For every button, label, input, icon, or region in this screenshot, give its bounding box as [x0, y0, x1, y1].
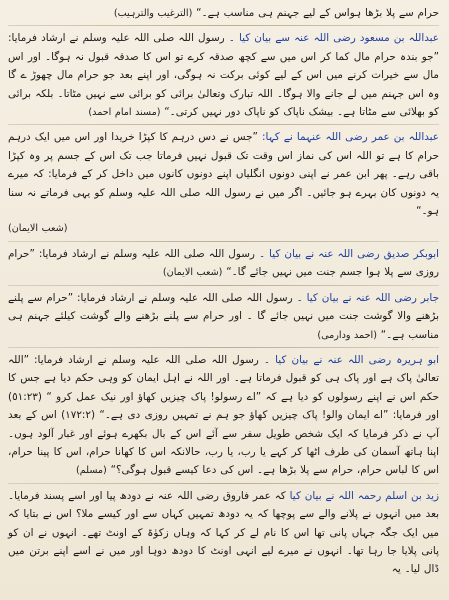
paragraph-3 [8, 128, 439, 238]
reference-label: (مسند امام احمد) [88, 107, 161, 119]
paragraph-7 [8, 487, 439, 579]
paragraph-4 [8, 245, 439, 283]
hadith-text: رسول اللہ صلی اللہ علیہ وسلم نے ارشاد فرمایا: ”اللہ تعالیٰ پاک ہے اور پاک ہی کو قبول فرماتا ہے۔ اور اللہ نے اہل ایمان کو وہی حکم دیا ہے جس کا حکم اس نے اپنے رسولوں کو دیا ہے کہ ”اے رسولو! پاک چیزیں کھاؤ اور نیک عمل کرو “ (٥١:٢٣) اور فرمایا: ”اے ایمان والو! پاک چیزیں کھاؤ جو ہم نے تمہیں روزی دی ہے۔“ (١٧٢:٢) اس کے بعد آپ نے ذکر فرمایا کہ ایک شخص طویل سفر سے آئے اس کے بال بکھرے ہوئے اور غبار آلود ہوں۔ اپنا ہاتھ آسمان کی طرف اٹھا کر کہے یا رب، یا رب، حالانکہ اس کا کھانا حرام، اس کا پینا حرام، اس کا لباس حرام، حرام سے پلا بڑھا ہے۔ اس کی دعا کیسے قبول ہوگی؟“ [8, 353, 439, 477]
reference-label: (شعب الایمان) [8, 223, 68, 235]
narrator-label: جابر رضی اللہ عنہ نے بیان کیا ۔ [296, 291, 440, 304]
divider [8, 241, 439, 242]
narrator-label: ابوبکر صدیق رضی اللہ عنہ نے بیان کیا ۔ [258, 247, 439, 260]
narrator-label: زید بن اسلم رحمہ اللہ نے بیان کیا [289, 489, 439, 502]
paragraph-6 [8, 351, 439, 481]
divider [8, 25, 439, 26]
reference-label: (الترغیب والترہیب) [113, 8, 193, 19]
hadith-text: ”جس نے دس درہم کا کپڑا خریدا اور اس میں ایک درہم حرام کا ہے تو اللہ اس کی نماز اس وقت تک قبول نہیں فرماتا جب تک اس کے جسم پر وہ کپڑا باقی رہے۔ پھر ابن عمر نے اپنی دونوں انگلیاں اپنے دونوں کانوں میں داخل کر کے فرمایا: کہ میرے یہ دونوں کان بہرے ہو جائیں۔ اگر میں نے رسول اللہ صلی اللہ علیہ وسلم کو یہی فرماتے نہ سنا ہو۔“ [8, 131, 439, 218]
reference-label: (احمد ودارمی) [317, 329, 377, 341]
narrator-label: عبداللہ بن عمر رضی اللہ عنہما نے کہا: [261, 131, 440, 144]
hadith-text: رسول اللہ صلی اللہ علیہ وسلم نے ارشاد فرمایا: ”حرام روزی سے پلا ہوا جسم جنت میں نہیں جائے گا۔“ [8, 247, 439, 279]
divider [8, 124, 439, 125]
paragraph-1 [8, 4, 439, 23]
hadith-text: حرام سے پلا بڑھا ہواس کے لیے جہنم ہی مناسب ہے۔“ [196, 7, 439, 19]
divider [8, 285, 439, 286]
paragraph-5 [8, 289, 439, 345]
narrator-label: عبداللہ بن مسعود رضی اللہ عنہ سے بیان کیا ۔ [228, 32, 440, 45]
divider [8, 347, 439, 348]
paragraph-2 [8, 29, 439, 122]
hadith-text: رسول اللہ صلی اللہ علیہ وسلم نے ارشاد فرمایا: ”حرام سے پلنے بڑھنے والا گوشت جنت میں نہیں جائے گا ۔ اور حرام سے پلنے بڑھنے والے گوشت کیلئے جہنم ہی مناسب ہے۔“ [8, 291, 439, 341]
narrator-label: ابو ہریرہ رضی اللہ عنہ نے بیان کیا ۔ [263, 353, 439, 366]
hadith-text: کہ عمر فاروق رضی اللہ عنہ نے دودھ پیا اور اسے پسند فرمایا۔ بعد میں انہوں نے پلانے والے سے پوچھا کہ یہ دودھ تمہیں کہاں سے اور کیسے ملا؟ اس نے بتایا کہ میں ایک جگہ جہاں پانی تھا اس کا نام لے کر کہا کہ وہاں زکوٰۃ کے اونٹ تھے۔ انہوں نے ان کو پانی پلایا جا رہا تھا۔ انہوں نے میرے لیے انہی اونٹ کا دودھ دوہا اور میں نے اسے اپنے برتن میں ڈال لیا۔ یہ [8, 489, 439, 576]
reference-label: (مسلم) [76, 465, 107, 477]
divider [8, 483, 439, 484]
hadith-text: رسول اللہ صلی اللہ علیہ وسلم نے ارشاد فرمایا: ”جو بندہ حرام مال کما کر اس میں سے کچھ صدقہ کرے تو اس کا صدقہ قبول نہ ہوگا۔ اور اس مال سے خیرات کرنے میں اس کے لیے کوئی برکت نہ ہوگی، اور اپنے بعد جو حرام مال چھوڑ ے گا وہ اس جہنم میں لے جانے والا ہوگا۔ اللہ تبارک وتعالیٰ برائی کو برائی سے نہیں مٹاتا۔ بلکہ برائی کو بھلائی سے مٹاتا ہے۔ بیشک ناپاک کو ناپاک دور نہیں کرتی۔“ [8, 32, 439, 119]
reference-label: (شعب الایمان) [162, 267, 223, 279]
